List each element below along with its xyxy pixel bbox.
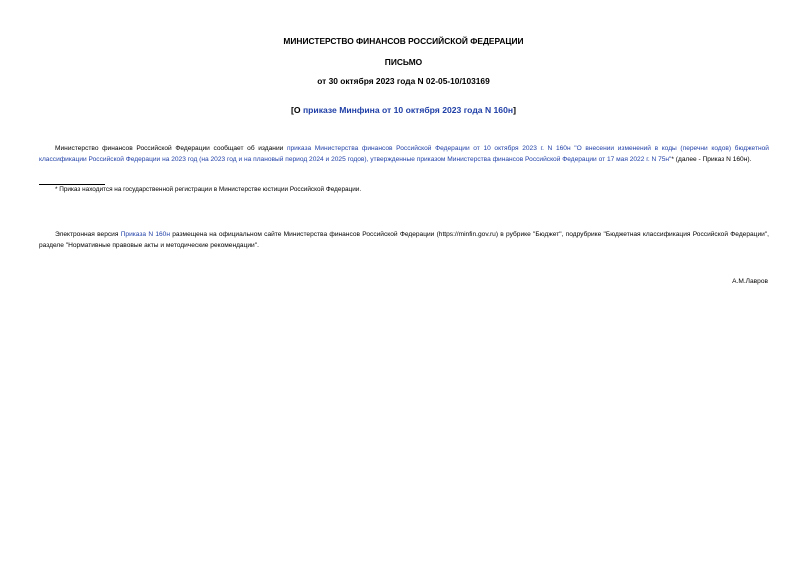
footnote-divider [39, 184, 105, 185]
document-date-number: от 30 октября 2023 года N 02-05-10/103169 [317, 76, 490, 86]
paragraph-2-suffix: размещена на официальном сайте Министерства финансов Российской Федерации (https://minfin.gov.ru) в рубрике "Бюджет", подрубрике "Бюджетная классификация Российской Федерации", разделе "Нормативные правовые акты и методические рекомендации". [39, 231, 769, 249]
signature: А.М.Лавров [732, 278, 768, 285]
paragraph-1 [39, 143, 769, 165]
subject-bracket-open: [О [291, 105, 303, 115]
paragraph-2-prefix: Электронная версия [55, 231, 121, 238]
paragraph-2 [39, 229, 769, 251]
paragraph-1-suffix: * (далее - Приказ N 160н). [671, 156, 752, 163]
document-subject [0, 105, 807, 115]
paragraph-1-prefix: Министерство финансов Российской Федерации сообщает об издании [55, 145, 287, 152]
order-160n-link[interactable]: приказа Министерства финансов Российской Федерации от 10 октября 2023 г. N 160н "О внесении изменений в коды (перечни кодов) бюджетной классификации Российской Федерации на 2023 год (на 2023 год и на плановый период 2024 и 2025 годов), утвержденные приказом Министерства финансов Российской Федерации от 17 мая 2022 г. N 75н" [39, 145, 769, 163]
order-160n-short-link[interactable]: Приказа N 160н [120, 231, 170, 238]
ministry-title: МИНИСТЕРСТВО ФИНАНСОВ РОССИЙСКОЙ ФЕДЕРАЦИИ [283, 36, 524, 46]
subject-bracket-close: ] [513, 105, 516, 115]
subject-link[interactable]: приказе Минфина от 10 октября 2023 года N 160н [302, 105, 514, 115]
document-type: ПИСЬМО [384, 57, 423, 67]
footnote: * Приказ находится на государственной регистрации в Министерстве юстиции Российской Федерации. [55, 186, 362, 193]
